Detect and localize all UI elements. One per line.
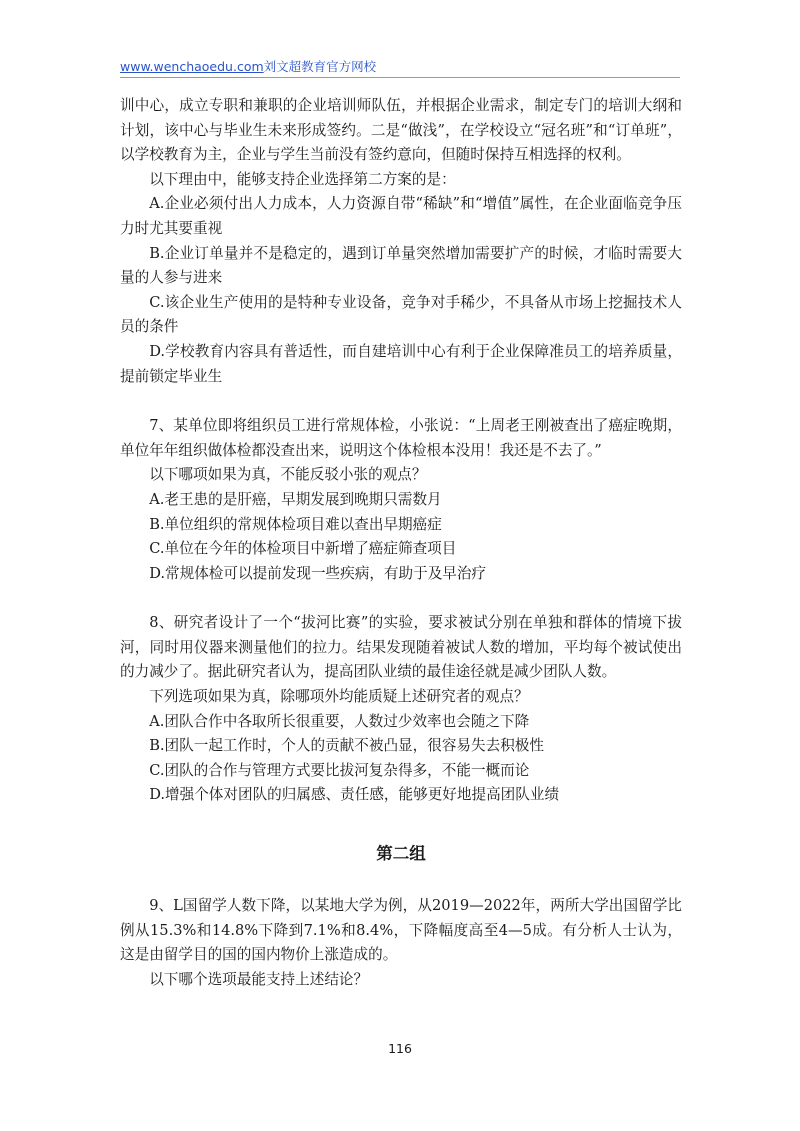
spacer	[120, 866, 682, 894]
q7-stem: 7、某单位即将组织员工进行常规体检，小张说：“上周老王刚被查出了癌症晚期，单位年年组织做体检都没查出来，说明这个体检根本没用！我还是不去了。”	[120, 417, 682, 459]
q7-option-b: B.单位组织的常规体检项目难以查出早期癌症	[149, 515, 442, 533]
q8-option-b: B.团队一起工作时，个人的贡献不被凸显，很容易失去积极性	[149, 737, 544, 755]
q9-question: 以下哪个选项最能支持上述结论？	[149, 970, 369, 988]
spacer	[120, 389, 682, 414]
q9-stem: 9、L国留学人数下降，以某地大学为例，从2019—2022年，两所大学出国留学比例从15.3%和14.8%下降到7.1%和8.4%，下降幅度高至4—5成。有分析人士认为，这是由留学目的国的国内物价上涨造成的。	[120, 897, 682, 964]
spacer	[120, 586, 682, 611]
q8-option-d: D.增强个体对团队的归属感、责任感，能够更好地提高团队业绩	[149, 786, 560, 804]
page-content	[120, 94, 682, 992]
intro-option-c: C.该企业生产使用的是特种专业设备，竞争对手稀少，不具备从市场上挖掘技术人员的条件	[120, 293, 682, 336]
q8-stem: 8、研究者设计了一个“拔河比赛”的实验，要求被试分别在单独和群体的情境下拔河，同时用仪器来测量他们的拉力。结果发现随着被试人数的增加，平均每个被试使出的力减少了。据此研究者认为，提高团队业绩的最佳途径就是减少团队人数。	[120, 614, 682, 681]
q7-option-a: A.老王患的是肝癌，早期发展到晚期只需数月	[149, 490, 442, 508]
intro-option-b: B.企业订单量并不是稳定的，遇到订单量突然增加需要扩产的时候，才临时需要大量的人参与进来	[120, 244, 682, 287]
q7-option-c: C.单位在今年的体检项目中新增了癌症筛查项目	[149, 540, 457, 558]
spacer	[120, 808, 682, 842]
q8-question: 下列选项如果为真，除哪项外均能质疑上述研究者的观点？	[149, 688, 529, 706]
intro-option-a: A.企业必须付出人力成本，人力资源自带“稀缺”和“增值”属性，在企业面临竞争压力时尤其要重视	[120, 195, 682, 237]
intro-continuation: 训中心，成立专职和兼职的企业培训师队伍，并根据企业需求，制定专门的培训大纲和计划，该中心与毕业生未来形成签约。二是“做浅”，在学校设立“冠名班”和“订单班”，以学校教育为主，企业与学生当前没有签约意向，但随时保持互相选择的权利。	[120, 97, 682, 164]
page-number: 116	[388, 1041, 412, 1056]
q7-question: 以下哪项如果为真，不能反驳小张的观点？	[149, 466, 427, 484]
q7-option-d: D.常规体检可以提前发现一些疾病，有助于及早治疗	[149, 564, 487, 582]
q8-option-a: A.团队合作中各取所长很重要，人数过少效率也会随之下降	[149, 712, 530, 730]
header-url-link[interactable]: www.wenchaoedu.com	[120, 59, 264, 74]
q8-option-c: C.团队的合作与管理方式要比拔河复杂得多，不能一概而论	[149, 761, 530, 779]
intro-question: 以下理由中，能够支持企业选择第二方案的是：	[149, 170, 456, 188]
page-header	[120, 57, 376, 75]
section-title: 第二组	[376, 844, 426, 864]
intro-option-d: D.学校教育内容具有普适性，而自建培训中心有利于企业保障准员工的培养质量，提前锁定毕业生	[120, 342, 682, 385]
header-site-name: 刘文超教育官方网校	[263, 59, 377, 74]
header-divider	[120, 77, 680, 78]
